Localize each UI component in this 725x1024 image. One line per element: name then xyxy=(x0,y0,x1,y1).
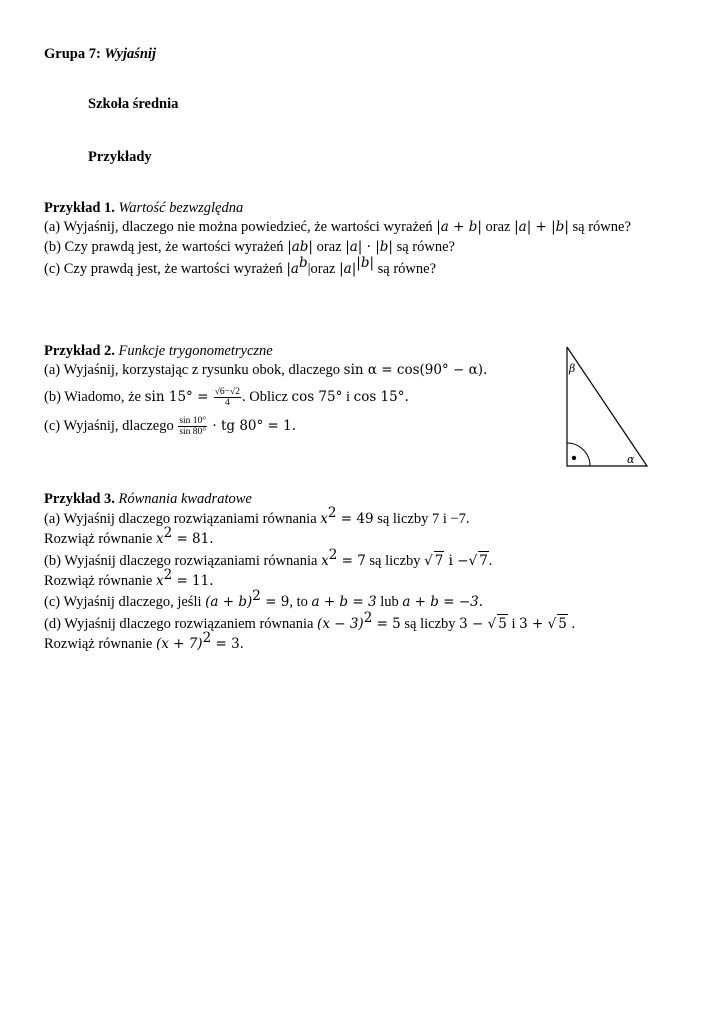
ex3-label: Przykład 3. xyxy=(44,491,115,507)
ex2-c-den: sin 80° xyxy=(179,427,207,437)
ex1-a-expr2: |a| + |b| xyxy=(514,219,569,235)
ex2-b-text3: i xyxy=(342,388,354,405)
ex3-line-4 xyxy=(44,567,214,590)
ex3-l2-x: x xyxy=(155,531,164,547)
ex2-line-c xyxy=(44,416,296,437)
ex3-l1-rhs: = 49 xyxy=(336,511,374,527)
ex3-l1-exp: 2 xyxy=(327,505,337,522)
ex2-line-a xyxy=(44,361,487,379)
right-angle-arc xyxy=(567,443,590,466)
ex3-l2-rhs: = 81. xyxy=(172,531,214,547)
ex2-b-expr3: cos 15°. xyxy=(353,388,409,405)
group-heading xyxy=(44,45,156,63)
ex3-l3-text2: są liczby xyxy=(365,553,425,569)
ex3-l6-sol2: 3 + xyxy=(519,616,548,632)
ex3-line-7 xyxy=(44,630,244,653)
ex3-l6-text2: są liczby xyxy=(400,616,460,632)
triangle-outline xyxy=(567,347,647,466)
ex3-heading xyxy=(44,490,252,508)
ex1-c-text3: są równe? xyxy=(374,261,437,277)
ex3-l3-text4: . xyxy=(488,553,493,569)
angle-beta-label: β xyxy=(569,362,576,375)
level-heading: Szkoła średnia xyxy=(88,96,179,112)
ex3-l3-root2: 7 xyxy=(479,553,488,569)
ex3-l6-exp: 2 xyxy=(363,610,373,627)
ex3-l4-rhs: = 11. xyxy=(172,573,214,589)
ex2-label: Przykład 2. xyxy=(44,343,115,359)
ex2-b-text: (b) Wiadomo, że xyxy=(44,388,145,405)
ex2-line-b xyxy=(44,387,409,408)
ex2-b-den: 4 xyxy=(224,398,230,408)
ex3-l4-text: Rozwiąż równanie xyxy=(44,573,156,589)
ex1-a-text: (a) Wyjaśnij, dlaczego nie można powiedzieć, że wartości wyrażeń xyxy=(44,219,437,235)
right-triangle-figure xyxy=(560,345,655,473)
ex3-l5-rhs: = 9 xyxy=(260,594,290,610)
ex1-b-text2: oraz xyxy=(312,239,346,255)
right-angle-dot xyxy=(572,456,576,460)
ex3-l6-rhs: = 5 xyxy=(372,616,401,632)
section-heading: Przykłady xyxy=(88,149,152,165)
ex2-c-text: (c) Wyjaśnij, dlaczego xyxy=(44,417,178,434)
ex3-l4-exp: 2 xyxy=(163,567,173,584)
ex3-l6-lhs: (x − 3) xyxy=(317,616,364,632)
ex3-line-5 xyxy=(44,588,484,611)
ex2-c-num: sin 10° xyxy=(179,416,207,426)
ex1-c-text: (c) Czy prawdą jest, że wartości wyrażeń xyxy=(44,261,287,277)
ex2-a-expr: sin α = cos(90° − α). xyxy=(343,362,488,378)
ex1-heading xyxy=(44,199,243,217)
ex3-line-6: (d) Wyjaśnij dlaczego rozwiązaniem równania $(x - 3)^2 = 5$ są liczby 3 − √ 5 i 3 + √ 5 . xyxy=(44,610,576,632)
ex3-l1-x: x xyxy=(320,511,328,527)
ex3-l7-text: Rozwiąż równanie xyxy=(44,636,156,652)
ex1-a-text2: oraz xyxy=(481,219,515,235)
ex3-l7-rhs: = 3. xyxy=(211,636,244,652)
ex1-b-expr1: |ab| xyxy=(287,239,313,255)
ex1-label: Przykład 1. xyxy=(44,200,115,216)
ex2-b-expr2: cos 75° xyxy=(291,388,343,405)
ex3-line-2 xyxy=(44,525,214,548)
ex3-l4-x: x xyxy=(155,573,164,589)
ex1-a-text3: są równe? xyxy=(568,219,631,235)
ex1-a-expr1: |a + b| xyxy=(436,219,482,235)
ex3-title: Równania kwadratowe xyxy=(118,491,252,507)
ex2-title: Funkcje trygonometryczne xyxy=(118,343,273,359)
ex3-l2-text: Rozwiąż równanie xyxy=(44,531,156,547)
ex3-l6-text4: . xyxy=(567,616,576,632)
angle-alpha-label: α xyxy=(627,453,635,466)
ex2-b-fraction xyxy=(214,387,241,408)
ex3-l5-text: (c) Wyjaśnij dlaczego, jeśli xyxy=(44,594,206,610)
ex3-l5-sum1: a + b = 3 xyxy=(311,594,377,610)
ex3-l6-sol1: 3 − xyxy=(459,616,488,632)
ex3-l5-sum2: a + b = −3. xyxy=(402,594,484,610)
ex3-l1-text: (a) Wyjaśnij dlaczego rozwiązaniami równania xyxy=(44,511,321,527)
ex3-l7-exp: 2 xyxy=(202,630,212,647)
ex1-line-b xyxy=(44,238,455,256)
ex2-heading xyxy=(44,342,273,360)
ex3-l5-lhs: (a + b) xyxy=(205,594,253,610)
ex1-b-expr2: |a| · |b| xyxy=(345,239,393,255)
ex1-c-base1: |a xyxy=(286,261,299,277)
ex3-line-3: (b) Wyjaśnij dlaczego rozwiązaniami równania $x^2 = 7$ są liczby √ 7 i −√ 7. xyxy=(44,547,493,569)
ex1-line-a xyxy=(44,218,631,236)
ex3-l6-root1: 5 xyxy=(498,616,507,632)
ex3-l5-text2: , to xyxy=(289,594,312,610)
ex2-b-expr: sin 15° = xyxy=(144,388,213,405)
group-prefix: Grupa 7: xyxy=(44,46,105,62)
ex1-c-exp2: |b| xyxy=(356,255,375,272)
ex1-line-c xyxy=(44,255,437,278)
ex2-c-expr: · tg 80° = 1. xyxy=(208,417,297,434)
ex2-b-text2: . Oblicz xyxy=(241,388,292,405)
ex3-l1-text2: są liczby 7 i −7. xyxy=(373,511,470,527)
ex1-c-base2: |a| xyxy=(339,261,357,277)
ex3-l5-text3: lub xyxy=(376,594,403,610)
ex3-l6-text3: i xyxy=(507,616,520,632)
ex3-l6-text: (d) Wyjaśnij dlaczego rozwiązaniem równania xyxy=(44,616,318,632)
ex3-l6-root2: 5 xyxy=(558,616,567,632)
ex3-l3-text: (b) Wyjaśnij dlaczego rozwiązaniami równania xyxy=(44,553,322,569)
ex2-b-num: √6−√2 xyxy=(214,387,240,397)
ex3-l2-exp: 2 xyxy=(163,525,173,542)
ex3-l3-exp: 2 xyxy=(328,547,338,564)
ex3-l7-lhs: (x + 7) xyxy=(155,636,203,652)
ex3-line-1 xyxy=(44,505,470,528)
ex1-b-text: (b) Czy prawdą jest, że wartości wyrażeń xyxy=(44,239,288,255)
ex3-l3-text3: i − xyxy=(444,553,469,569)
ex1-c-exp1: b xyxy=(298,255,308,272)
ex3-l5-exp: 2 xyxy=(252,588,261,605)
ex1-c-text2: |oraz xyxy=(307,261,340,277)
ex3-l3-rhs: = 7 xyxy=(337,553,366,569)
ex1-title: Wartość bezwzględna xyxy=(118,200,244,216)
ex2-c-fraction xyxy=(178,416,207,437)
ex1-b-text3: są równe? xyxy=(392,239,455,255)
ex3-l3-x: x xyxy=(321,553,329,569)
ex2-a-text: (a) Wyjaśnij, korzystając z rysunku obok, dlaczego xyxy=(44,362,344,378)
group-title: Wyjaśnij xyxy=(104,46,156,62)
ex3-l3-root1: 7 xyxy=(434,553,444,569)
